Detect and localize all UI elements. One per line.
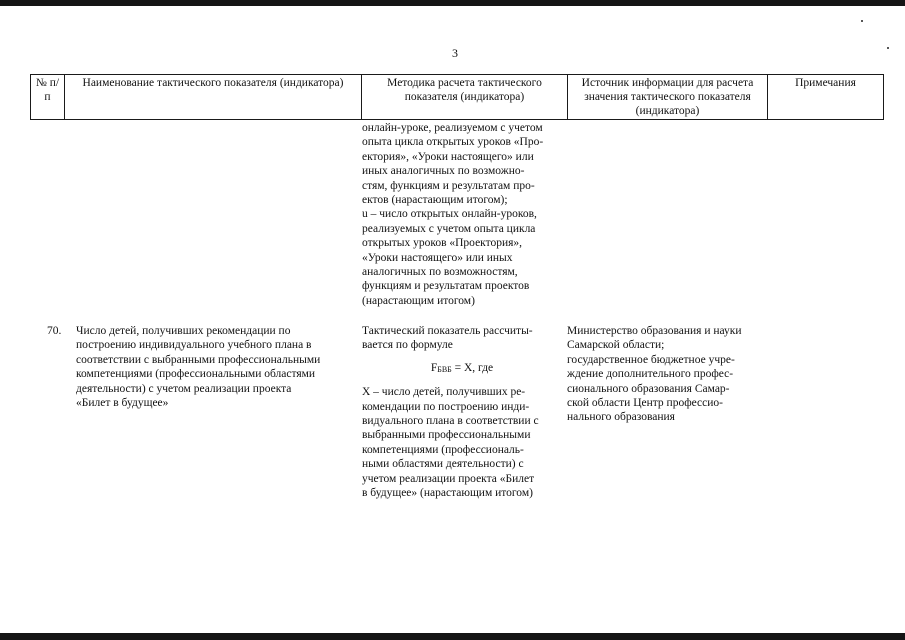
text-line: нального образования xyxy=(567,411,675,424)
text-line: u – число открытых онлайн-уроков, xyxy=(362,208,537,221)
formula xyxy=(362,361,562,377)
header-notes: Примечания xyxy=(768,75,884,120)
row-70-calculation-method xyxy=(362,324,562,500)
text-line: ждение дополнительного профес- xyxy=(567,368,734,381)
header-indicator-name: Наименование тактического показателя (индикатора) xyxy=(65,75,362,120)
text-line: Тактический показатель рассчиты- xyxy=(362,325,533,337)
text-line: учетом реализации проекта «Билет xyxy=(362,472,535,485)
scan-speck xyxy=(861,20,863,22)
row-70-indicator-name xyxy=(76,324,361,410)
text-line: государственное бюджетное учре- xyxy=(567,353,735,366)
formula-rest: = X, где xyxy=(451,361,494,374)
text-line: «Билет в будущее» xyxy=(76,397,169,410)
text-line: ектов (нарастающим итогом); xyxy=(362,194,508,207)
text-line: компетенциями (профессиональ- xyxy=(362,443,524,456)
text-line: иных аналогичных по возможно- xyxy=(362,165,525,178)
scan-bottom-border xyxy=(0,633,905,640)
text-line: выбранными профессиональными xyxy=(362,429,531,442)
text-line: стям, функциям и результатам про- xyxy=(362,179,535,192)
text-line: функциям и результатам проектов xyxy=(362,280,530,293)
text-line: компетенциями (профессиональными областями xyxy=(76,368,316,381)
scan-top-border xyxy=(0,0,905,6)
scan-speck xyxy=(887,47,889,49)
row-70-information-source xyxy=(567,324,767,425)
text-line: сионального образования Самар- xyxy=(567,382,730,395)
continued-method-text xyxy=(362,121,562,308)
text-line: вается по формуле xyxy=(362,339,453,352)
text-line: открытых уроков «Проектория», xyxy=(362,237,523,250)
text-line: соответствии с выбранными профессиональными xyxy=(76,353,321,366)
header-calculation-method: Методика расчета тактического показателя (индикатора) xyxy=(362,75,568,120)
text-line: построению индивидуального учебного плана в xyxy=(76,339,312,352)
text-line: ектория», «Уроки настоящего» или xyxy=(362,150,534,163)
text-line: «Уроки настоящего» или иных xyxy=(362,251,513,264)
header-information-source: Источник информации для расчета значения тактического показателя (индикатора) xyxy=(568,75,768,120)
formula-subscript: БВБ xyxy=(437,364,452,374)
text-line: в будущее» (нарастающим итогом) xyxy=(362,487,533,500)
table-header xyxy=(30,74,884,120)
formula-symbol: F xyxy=(430,361,438,374)
row-70-number: 70. xyxy=(47,325,62,337)
text-line: Число детей, получивших рекомендации по xyxy=(76,325,291,337)
header-number: № п/п xyxy=(31,75,65,120)
text-line: X – число детей, получивших ре- xyxy=(362,386,526,399)
text-line: (нарастающим итогом) xyxy=(362,294,475,307)
text-line: аналогичных по возможностям, xyxy=(362,266,518,279)
text-line: комендации по построению инди- xyxy=(362,400,530,413)
text-line: видуального плана в соответствии с xyxy=(362,415,539,428)
text-line: Самарской области; xyxy=(567,339,665,352)
text-line: Министерство образования и науки xyxy=(567,325,742,337)
text-line: онлайн-уроке, реализуемом с учетом xyxy=(362,122,543,134)
text-line: реализуемых с учетом опыта цикла xyxy=(362,222,536,235)
text-line: ской области Центр профессио- xyxy=(567,397,723,410)
page-number: 3 xyxy=(452,46,458,60)
text-line: опыта цикла открытых уроков «Про- xyxy=(362,136,544,149)
text-line: деятельности) с учетом реализации проекта xyxy=(76,382,292,395)
text-line: ными областями деятельности) с xyxy=(362,458,524,471)
